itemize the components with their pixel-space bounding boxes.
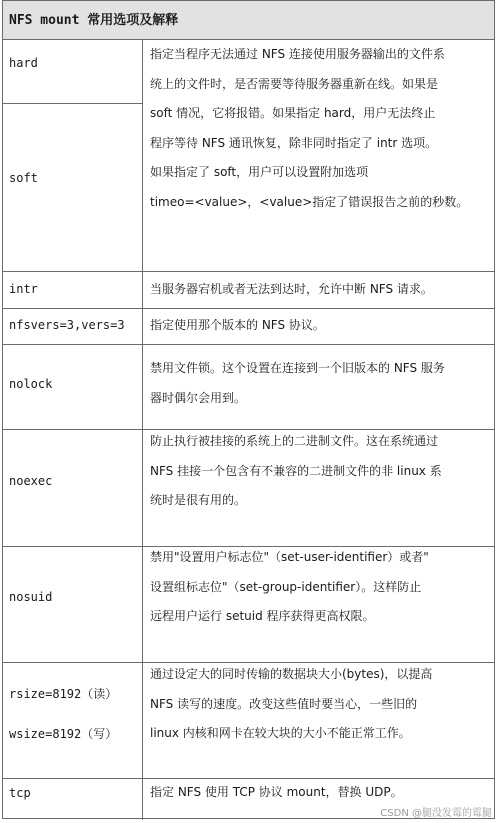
description-nfsvers <box>150 311 488 341</box>
option-hard: hard <box>9 56 38 70</box>
column-divider <box>142 547 143 662</box>
description-line: 程序等待 NFS 通讯恢复，除非同时指定了 intr 选项。 <box>150 135 438 150</box>
table-row-nolock <box>3 345 494 430</box>
nfs-options-table <box>2 0 495 819</box>
option-intr: intr <box>9 282 38 296</box>
column-divider <box>142 663 143 778</box>
description-line: linux 内核和网卡在较大块的大小不能正常工作。 <box>150 726 411 740</box>
table-row-nfsvers <box>3 309 494 345</box>
description-line: 指定当程序无法通过 NFS 连接使用服务器输出的文件系 <box>150 47 445 61</box>
description-line: NFS 挂接一个包含有不兼容的二进制文件的非 linux 系 <box>150 463 442 478</box>
description-line: 当服务器宕机或者无法到达时，允许中断 NFS 请求。 <box>150 282 433 296</box>
description-line: 设置组标志位"（set-group-identifier）。这样防止 <box>150 579 422 594</box>
option-wsize: wsize=8192（写） <box>9 727 118 741</box>
table-row-rsize-wsize <box>3 663 494 779</box>
description-nosuid <box>150 543 488 632</box>
option-nosuid: nosuid <box>9 590 53 604</box>
option-soft: soft <box>9 171 38 185</box>
option-rsize: rsize=8192（读） <box>9 687 118 701</box>
description-rsize-wsize <box>150 660 488 749</box>
description-line: 指定使用那个版本的 NFS 协议。 <box>150 318 325 332</box>
description-line: soft 情况，它将报错。如果指定 hard，用户无法终止 <box>150 106 436 120</box>
description-line: 禁用"设置用户标志位"（set-user-identifier）或者" <box>150 550 429 564</box>
option-nfsvers: nfsvers=3,vers=3 <box>9 318 125 332</box>
option-subdivider <box>3 103 142 104</box>
description-line: 通过设定大的同时传输的数据块大小(bytes)，以提高 <box>150 667 433 681</box>
description-line: 器时偶尔会用到。 <box>150 390 247 405</box>
description-nolock <box>150 354 488 413</box>
column-divider <box>142 345 143 429</box>
table-title-row <box>3 1 494 40</box>
description-line: NFS 读写的速度。改变这些值时要当心，一些旧的 <box>150 696 418 711</box>
description-line: 禁用文件锁。这个设置在连接到一个旧版本的 NFS 服务 <box>150 361 445 375</box>
table-row-hard-soft <box>3 40 494 272</box>
description-line: 指定 NFS 使用 TCP 协议 mount，替换 UDP。 <box>150 785 403 799</box>
description-line: 统时是很有用的。 <box>150 493 247 507</box>
column-divider <box>142 40 143 271</box>
description-line: 统上的文件时，是否需要等待服务器重新在线。如果是 <box>150 76 439 91</box>
description-line: 远程用户运行 setuid 程序获得更高权限。 <box>150 609 375 623</box>
description-intr <box>150 275 488 305</box>
description-line: 防止执行被挂接的系统上的二进制文件。这在系统通过 <box>150 434 439 448</box>
description-line: 如果指定了 soft，用户可以设置附加选项 <box>150 165 369 179</box>
description-line: timeo=<value>，<value>指定了错误报告之前的秒数。 <box>150 194 469 209</box>
column-divider <box>142 430 143 546</box>
csdn-watermark: CSDN @腿没发霉的霉腿 <box>380 808 492 819</box>
description-hard-soft <box>150 40 488 217</box>
column-divider <box>142 272 143 308</box>
option-tcp: tcp <box>9 786 31 800</box>
description-noexec <box>150 427 488 516</box>
table-title: NFS mount 常用选项及解释 <box>9 13 179 28</box>
column-divider <box>142 779 143 820</box>
table-row-nosuid <box>3 547 494 663</box>
option-noexec: noexec <box>9 474 53 488</box>
table-row-intr <box>3 272 494 309</box>
column-divider <box>142 309 143 344</box>
table-row-noexec <box>3 430 494 547</box>
option-nolock: nolock <box>9 377 53 391</box>
